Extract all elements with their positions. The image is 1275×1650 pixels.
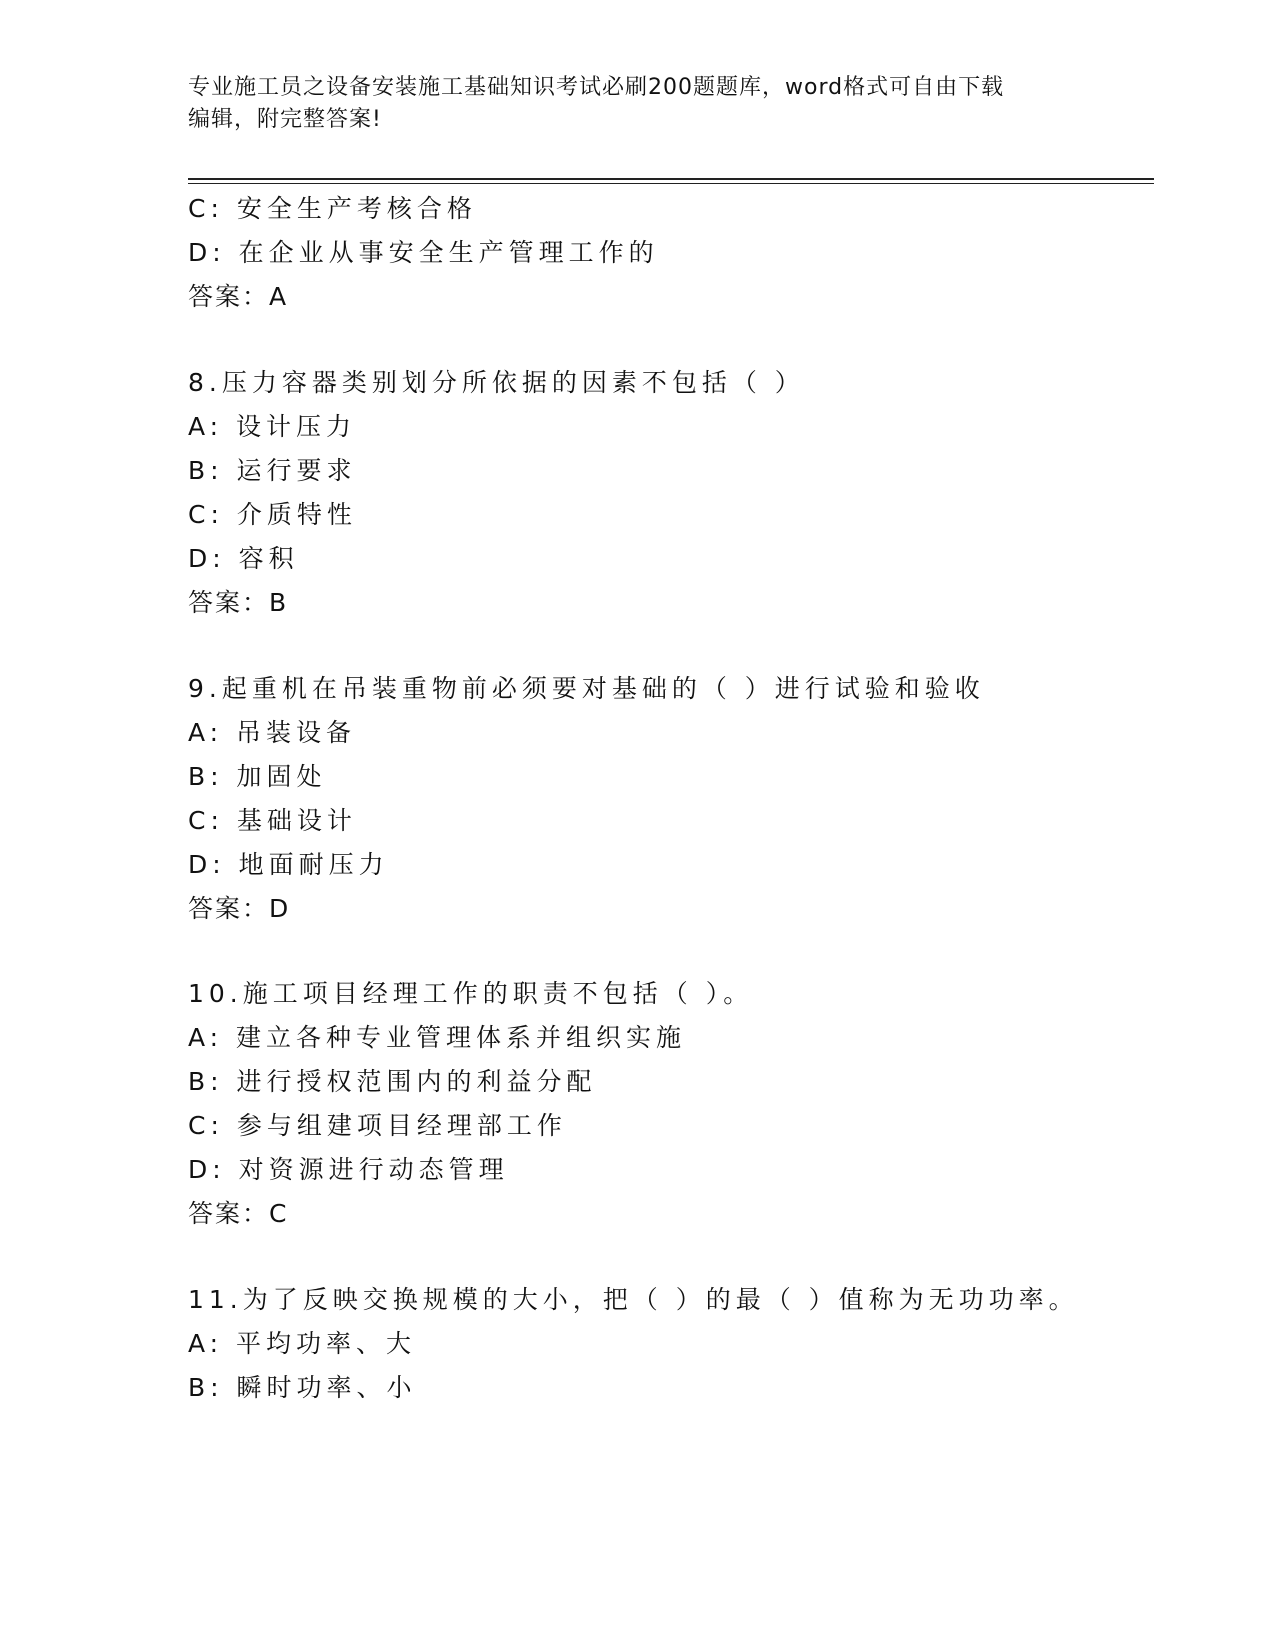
q11-option-b: B: 瞬时功率、小: [188, 1373, 417, 1402]
document-header: [188, 72, 1088, 136]
q10-question: 10.施工项目经理工作的职责不包括（ ）。: [188, 979, 754, 1008]
q10-answer: 答案：C: [188, 1199, 289, 1228]
q11-question: 11.为了反映交换规模的大小，把（ ）的最（ ）值称为无功功率。: [188, 1285, 1079, 1314]
q8-option-a: A: 设计压力: [188, 412, 357, 441]
q8-answer: 答案：B: [188, 588, 289, 617]
q8-option-b: B: 运行要求: [188, 456, 357, 485]
header-divider-thin: [188, 183, 1154, 184]
q11-option-a: A: 平均功率、大: [188, 1329, 417, 1358]
q7-answer: 答案：A: [188, 282, 289, 311]
header-line-2: 编辑，附完整答案!: [188, 107, 382, 132]
q8-option-c: C: 介质特性: [188, 500, 357, 529]
q9-option-a: A: 吊装设备: [188, 718, 357, 747]
q7-option-c: C: 安全生产考核合格: [188, 194, 477, 223]
q8-option-d: D: 容积: [188, 544, 299, 573]
q9-option-d: D: 地面耐压力: [188, 850, 389, 879]
q10-option-b: B: 进行授权范围内的利益分配: [188, 1067, 597, 1096]
q10-option-a: A: 建立各种专业管理体系并组织实施: [188, 1023, 687, 1052]
q9-answer: 答案：D: [188, 894, 291, 923]
header-line-1: 专业施工员之设备安装施工基础知识考试必刷200题题库，word格式可自由下载: [188, 75, 1005, 100]
q9-question: 9.起重机在吊装重物前必须要对基础的（ ）进行试验和验收: [188, 674, 985, 703]
q9-option-b: B: 加固处: [188, 762, 327, 791]
q7-option-d: D: 在企业从事安全生产管理工作的: [188, 238, 659, 267]
q9-option-c: C: 基础设计: [188, 806, 357, 835]
q8-question: 8.压力容器类别划分所依据的因素不包括（ ）: [188, 368, 805, 397]
q10-option-d: D: 对资源进行动态管理: [188, 1155, 509, 1184]
q10-option-c: C: 参与组建项目经理部工作: [188, 1111, 567, 1140]
header-divider-thick: [188, 178, 1154, 180]
